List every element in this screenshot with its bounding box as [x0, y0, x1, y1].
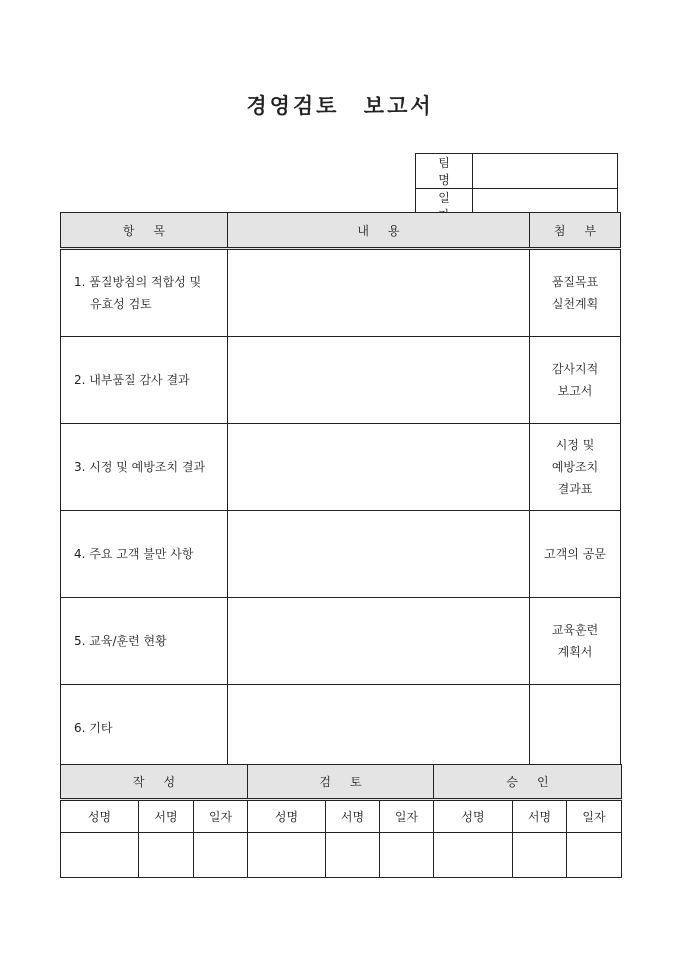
review-name-header: 성명 — [248, 800, 326, 833]
content-cell[interactable] — [228, 598, 530, 685]
attachment-cell — [530, 598, 621, 685]
review-sign-header: 서명 — [326, 800, 380, 833]
written-sign-header: 서명 — [139, 800, 194, 833]
approve-sign-field[interactable] — [513, 833, 567, 878]
page-title — [0, 90, 680, 120]
attachment-cell — [530, 249, 621, 337]
item-header: 항 목 — [61, 213, 228, 249]
content-header: 내 용 — [228, 213, 530, 249]
review-date-header: 일자 — [380, 800, 434, 833]
written-date-field[interactable] — [194, 833, 248, 878]
approval-table — [60, 764, 622, 878]
approve-name-field[interactable] — [434, 833, 513, 878]
item-cell — [61, 424, 228, 511]
attachment-cell — [530, 337, 621, 424]
content-cell[interactable] — [228, 337, 530, 424]
title-part2: 보고서 — [363, 93, 434, 118]
attachment-cell — [530, 511, 621, 598]
written-sign-field[interactable] — [139, 833, 194, 878]
table-row — [61, 598, 621, 685]
item-cell — [61, 511, 228, 598]
approve-sign-header: 서명 — [513, 800, 567, 833]
item-cell — [61, 685, 228, 772]
content-cell[interactable] — [228, 685, 530, 772]
table-row — [61, 424, 621, 511]
table-row — [61, 685, 621, 772]
approve-name-header: 성명 — [434, 800, 513, 833]
review-table — [60, 212, 621, 772]
attachment-text: 고객의 공문 — [544, 547, 606, 561]
attachment-text-cont: 예방조치 — [551, 460, 599, 474]
written-name-field[interactable] — [61, 833, 139, 878]
attachment-text: 시정 및 — [555, 438, 595, 452]
table-row — [61, 337, 621, 424]
reviewed-by-header: 검 토 — [248, 765, 434, 800]
item-cell — [61, 598, 228, 685]
attachment-header: 첨 부 — [530, 213, 621, 249]
attachment-text-cont2: 결과표 — [557, 482, 593, 496]
team-name-field[interactable] — [473, 154, 618, 189]
item-text: 5. 교육/훈련 현황 — [74, 634, 167, 648]
content-cell[interactable] — [228, 424, 530, 511]
attachment-text-cont: 보고서 — [557, 384, 593, 398]
item-cell — [61, 337, 228, 424]
approve-date-field[interactable] — [567, 833, 622, 878]
attachment-text-cont: 계획서 — [557, 645, 593, 659]
title-part1: 경영검토 — [246, 93, 340, 118]
attachment-cell[interactable] — [530, 685, 621, 772]
table-row — [61, 249, 621, 337]
item-text: 6. 기타 — [74, 721, 113, 735]
attachment-text: 교육훈련 — [551, 623, 599, 637]
written-by-header: 작 성 — [61, 765, 248, 800]
content-cell[interactable] — [228, 511, 530, 598]
attachment-text: 품질목표 — [551, 275, 599, 289]
approve-date-header: 일자 — [567, 800, 622, 833]
written-name-header: 성명 — [61, 800, 139, 833]
table-row — [61, 511, 621, 598]
date-label: 일 — [416, 189, 473, 224]
attachment-text: 감사지적 — [551, 362, 599, 376]
attachment-text-cont: 실천계획 — [551, 297, 599, 311]
item-text: 4. 주요 고객 불만 사항 — [74, 547, 194, 561]
item-text: 2. 내부품질 감사 결과 — [74, 373, 190, 387]
review-date-field[interactable] — [380, 833, 434, 878]
approved-by-header: 승 인 — [434, 765, 622, 800]
item-text-cont: 유효성 검토 — [90, 297, 152, 311]
item-text: 3. 시정 및 예방조치 결과 — [74, 460, 206, 474]
item-text: 1. 품질방침의 적합성 및 — [74, 275, 202, 289]
written-date-header: 일자 — [194, 800, 248, 833]
review-sign-field[interactable] — [326, 833, 380, 878]
review-name-field[interactable] — [248, 833, 326, 878]
item-cell — [61, 249, 228, 337]
team-name-label: 팀 명 — [416, 154, 473, 189]
content-cell[interactable] — [228, 249, 530, 337]
attachment-cell — [530, 424, 621, 511]
